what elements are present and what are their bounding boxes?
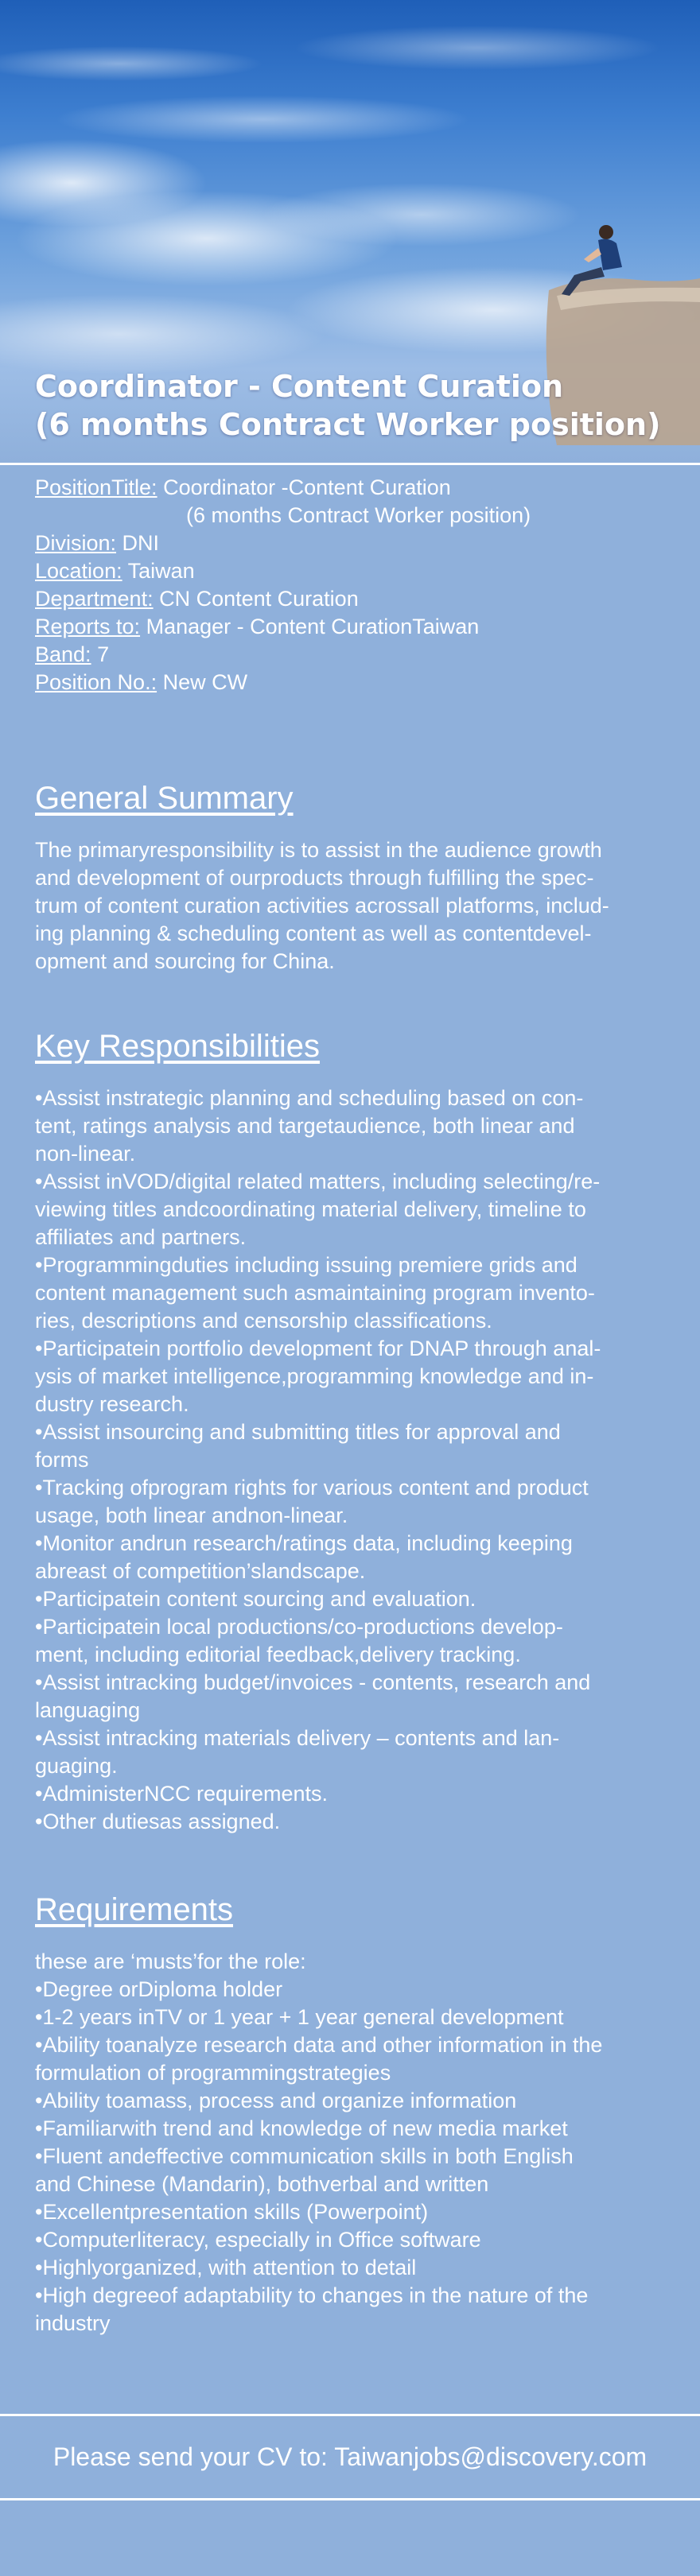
list-item-line: Ability toamass, process and organize information [42, 2089, 517, 2112]
list-item-line: Assist inVOD/digital related matters, including selecting/re- [42, 1170, 601, 1193]
list-item-line: tent, ratings analysis and targetaudience, both linear and [35, 1114, 575, 1138]
list-item-line: Programmingduties including issuing premiere grids and [42, 1253, 578, 1277]
list-item [35, 1168, 679, 1251]
list-item-line: Assist instrategic planning and scheduling based on con- [42, 1086, 584, 1110]
list-item-line: ysis of market intelligence,programming knowledge and in- [35, 1364, 594, 1388]
divider [0, 2414, 700, 2416]
cloud [0, 46, 262, 81]
list-item-line: Computerliteracy, especially in Office software [42, 2228, 481, 2252]
list-item-line: dustry research. [35, 1392, 189, 1416]
list-item-line: Excellentpresentation skills (Powerpoint) [42, 2200, 429, 2224]
list-item [35, 2087, 679, 2115]
list-item-line: Assist intracking budget/invoices - contents, research and [42, 1670, 591, 1694]
divider [0, 463, 700, 465]
info-value: CN Content Curation [159, 587, 359, 611]
contact-text[interactable]: Please send your CV to: Taiwanjobs@discovery.com [52, 2442, 648, 2471]
info-value: 7 [97, 642, 110, 666]
list-item-line: affiliates and partners. [35, 1225, 247, 1249]
title-line-2: (6 months Contract Worker position) [35, 407, 661, 442]
list-item-line: Tracking ofprogram rights for various content and product [42, 1476, 589, 1499]
general-summary-heading: General Summary [35, 781, 294, 816]
info-band [35, 641, 679, 669]
summary-line: The primaryresponsibility is to assist in the audience growth [35, 838, 602, 862]
info-label: PositionTitle: [35, 475, 158, 499]
list-item-line: abreast of competition’slandscape. [35, 1559, 366, 1583]
info-division [35, 530, 679, 557]
list-item [35, 2143, 679, 2198]
list-item-line: industry [35, 2311, 111, 2335]
summary-line: and development of ourproducts through fulfilling the spec- [35, 866, 594, 890]
list-item-line: Assist insourcing and submitting titles for approval and [42, 1420, 561, 1444]
list-item-line: 1-2 years inTV or 1 year + 1 year general development [42, 2005, 564, 2029]
list-item [35, 2226, 679, 2254]
list-item-line: formulation of programmingstrategies [35, 2061, 391, 2085]
info-label: Department: [35, 587, 154, 611]
info-reports-to [35, 613, 679, 641]
list-item-line: Highlyorganized, with attention to detail [42, 2256, 417, 2279]
summary-line: ing planning & scheduling content as well as contentdevel- [35, 921, 592, 945]
cloud [262, 183, 581, 246]
info-value: Coordinator -Content Curation [163, 475, 451, 499]
info-section [35, 474, 679, 696]
info-label: Reports to: [35, 615, 141, 638]
list-item-line: guaging. [35, 1754, 118, 1778]
page-title [35, 367, 687, 444]
list-item-line: Ability toanalyze research data and other information in the [42, 2033, 603, 2057]
general-summary-text [35, 836, 679, 976]
info-value: New CW [162, 670, 248, 694]
info-position-no [35, 669, 679, 696]
info-label: Position No.: [35, 670, 158, 694]
list-item [35, 2282, 679, 2337]
list-item [35, 1585, 679, 1613]
list-item-line: Assist intracking materials delivery – contents and lan- [42, 1726, 560, 1750]
info-department [35, 585, 679, 613]
list-item-line: Monitor andrun research/ratings data, including keeping [42, 1531, 573, 1555]
list-item-line: non-linear. [35, 1142, 136, 1166]
list-item [35, 1418, 679, 1474]
list-item-line: Degree orDiploma holder [42, 1977, 283, 2001]
list-item [35, 1780, 679, 1808]
list-item-line: Familiarwith trend and knowledge of new media market [42, 2116, 568, 2140]
hero-banner [0, 0, 700, 461]
summary-line: opment and sourcing for China. [35, 949, 335, 973]
info-label: Location: [35, 559, 122, 583]
list-item [35, 1335, 679, 1418]
cloud [294, 25, 660, 70]
key-responsibilities-heading: Key Responsibilities [35, 1029, 320, 1064]
list-item [35, 1808, 679, 1836]
title-line-1: Coordinator - Content Curation [35, 369, 564, 404]
list-item [35, 2004, 679, 2031]
list-item [35, 2254, 679, 2282]
list-item-line: AdministerNCC requirements. [42, 1782, 329, 1806]
responsibilities-list [35, 1084, 679, 1836]
list-item [35, 2198, 679, 2226]
info-label: Division: [35, 531, 117, 555]
info-location [35, 557, 679, 585]
requirements-list [35, 1976, 679, 2337]
list-item [35, 2115, 679, 2143]
info-position-title [35, 474, 679, 502]
list-item-line: High degreeof adaptability to changes in the nature of the [42, 2283, 589, 2307]
info-value: Manager - Content CurationTaiwan [146, 615, 480, 638]
info-position-title-cont [35, 502, 679, 530]
list-item [35, 1474, 679, 1530]
key-responsibilities-section [35, 1027, 679, 1836]
list-item-line: Participatein local productions/co-productions develop- [42, 1615, 563, 1639]
list-item-line: ries, descriptions and censorship classifications. [35, 1309, 492, 1333]
info-value: DNI [122, 531, 160, 555]
list-item-line: content management such asmaintaining program invento- [35, 1281, 595, 1305]
general-summary-section [35, 779, 679, 976]
list-item-line: languaging [35, 1698, 141, 1722]
cloud [0, 294, 326, 374]
info-label: Band: [35, 642, 91, 666]
list-item [35, 1530, 679, 1585]
list-item [35, 1724, 679, 1780]
info-value: (6 months Contract Worker position) [186, 503, 531, 527]
cloud [56, 95, 469, 143]
requirements-intro: these are ‘musts’for the role: [35, 1949, 306, 1973]
list-item-line: forms [35, 1448, 89, 1472]
list-item [35, 1613, 679, 1669]
list-item [35, 1251, 679, 1335]
list-item-line: Participatein portfolio development for DNAP through anal- [42, 1336, 601, 1360]
list-item-line: ment, including editorial feedback,delivery tracking. [35, 1643, 521, 1666]
list-item-line: usage, both linear andnon-linear. [35, 1503, 348, 1527]
divider [0, 2498, 700, 2500]
info-value: Taiwan [127, 559, 195, 583]
requirements-section [35, 1891, 679, 2337]
list-item [35, 1976, 679, 2004]
summary-line: trum of content curation activities acrossall platforms, includ- [35, 894, 609, 918]
list-item [35, 1084, 679, 1168]
list-item-line: Fluent andeffective communication skills in both English [42, 2144, 574, 2168]
list-item [35, 2031, 679, 2087]
contact-footer [0, 2417, 700, 2496]
list-item-line: and Chinese (Mandarin), bothverbal and written [35, 2172, 489, 2196]
list-item-line: Participatein content sourcing and evaluation. [42, 1587, 476, 1611]
list-item-line: Other dutiesas assigned. [42, 1810, 281, 1833]
list-item [35, 1669, 679, 1724]
list-item-line: viewing titles andcoordinating material delivery, timeline to [35, 1197, 586, 1221]
requirements-heading: Requirements [35, 1892, 234, 1927]
